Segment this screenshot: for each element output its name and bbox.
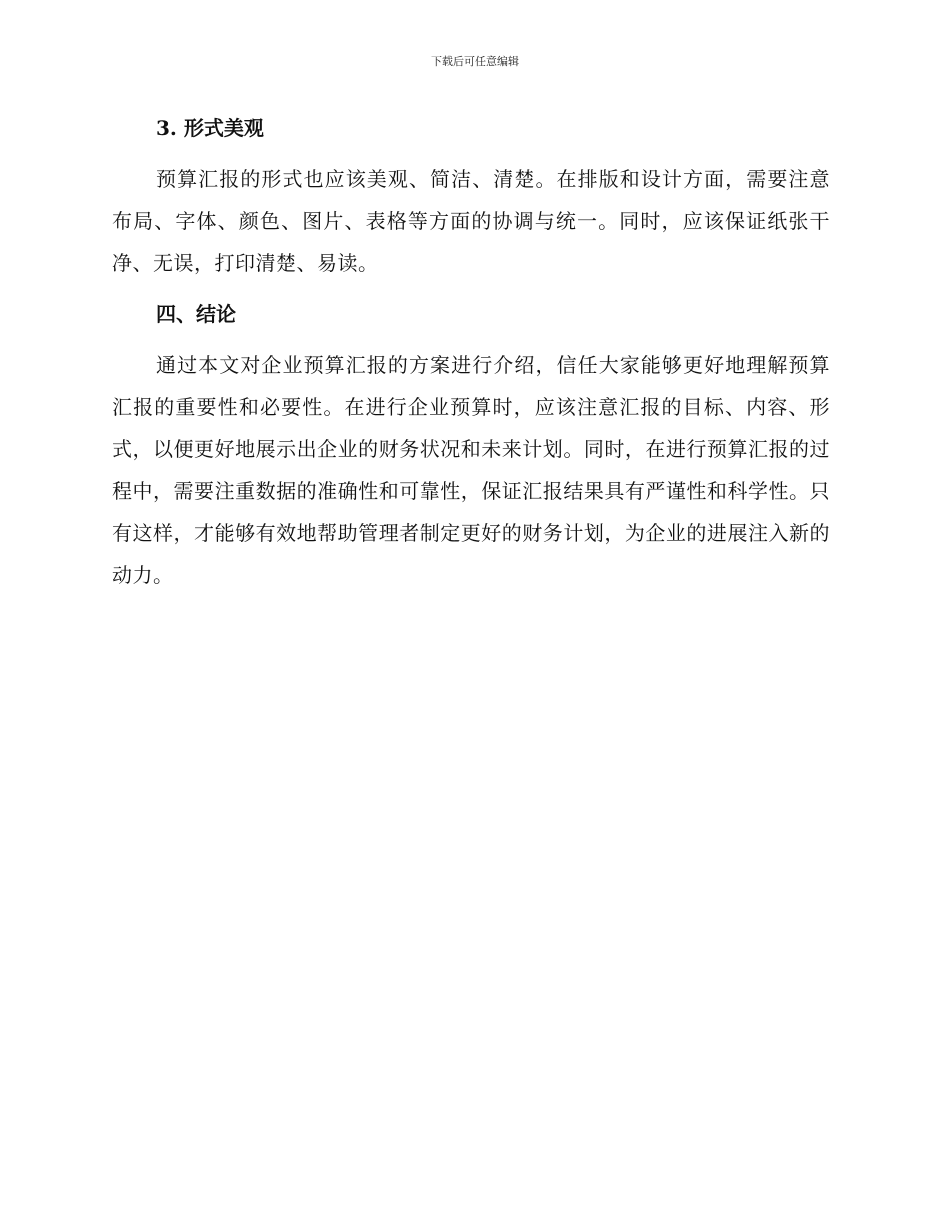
section-4-heading: 四、结论 — [156, 302, 236, 326]
section-4-paragraph: 通过本文对企业预算汇报的方案进行介绍，信任大家能够更好地理解预算汇报的重要性和必要性。在进行企业预算时，应该注意汇报的目标、内容、形式，以便更好地展示出企业的财务状况和未来计划。同时，在进行预算汇报的过程中，需要注重数据的准确性和可靠性，保证汇报结果具有严谨性和科学性。只有这样，才能够有效地帮助管理者制定更好的财务计划，为企业的进展注入新的动力。 — [112, 353, 830, 587]
section-3-paragraph: 预算汇报的形式也应该美观、简洁、清楚。在排版和设计方面，需要注意布局、字体、颜色、图片、表格等方面的协调与统一。同时，应该保证纸张干净、无误，打印清楚、易读。 — [112, 167, 830, 275]
header-note: 下载后可任意编辑 — [431, 55, 519, 68]
document-body — [112, 108, 830, 596]
section-3-heading: 3. 形式美观 — [156, 116, 264, 140]
